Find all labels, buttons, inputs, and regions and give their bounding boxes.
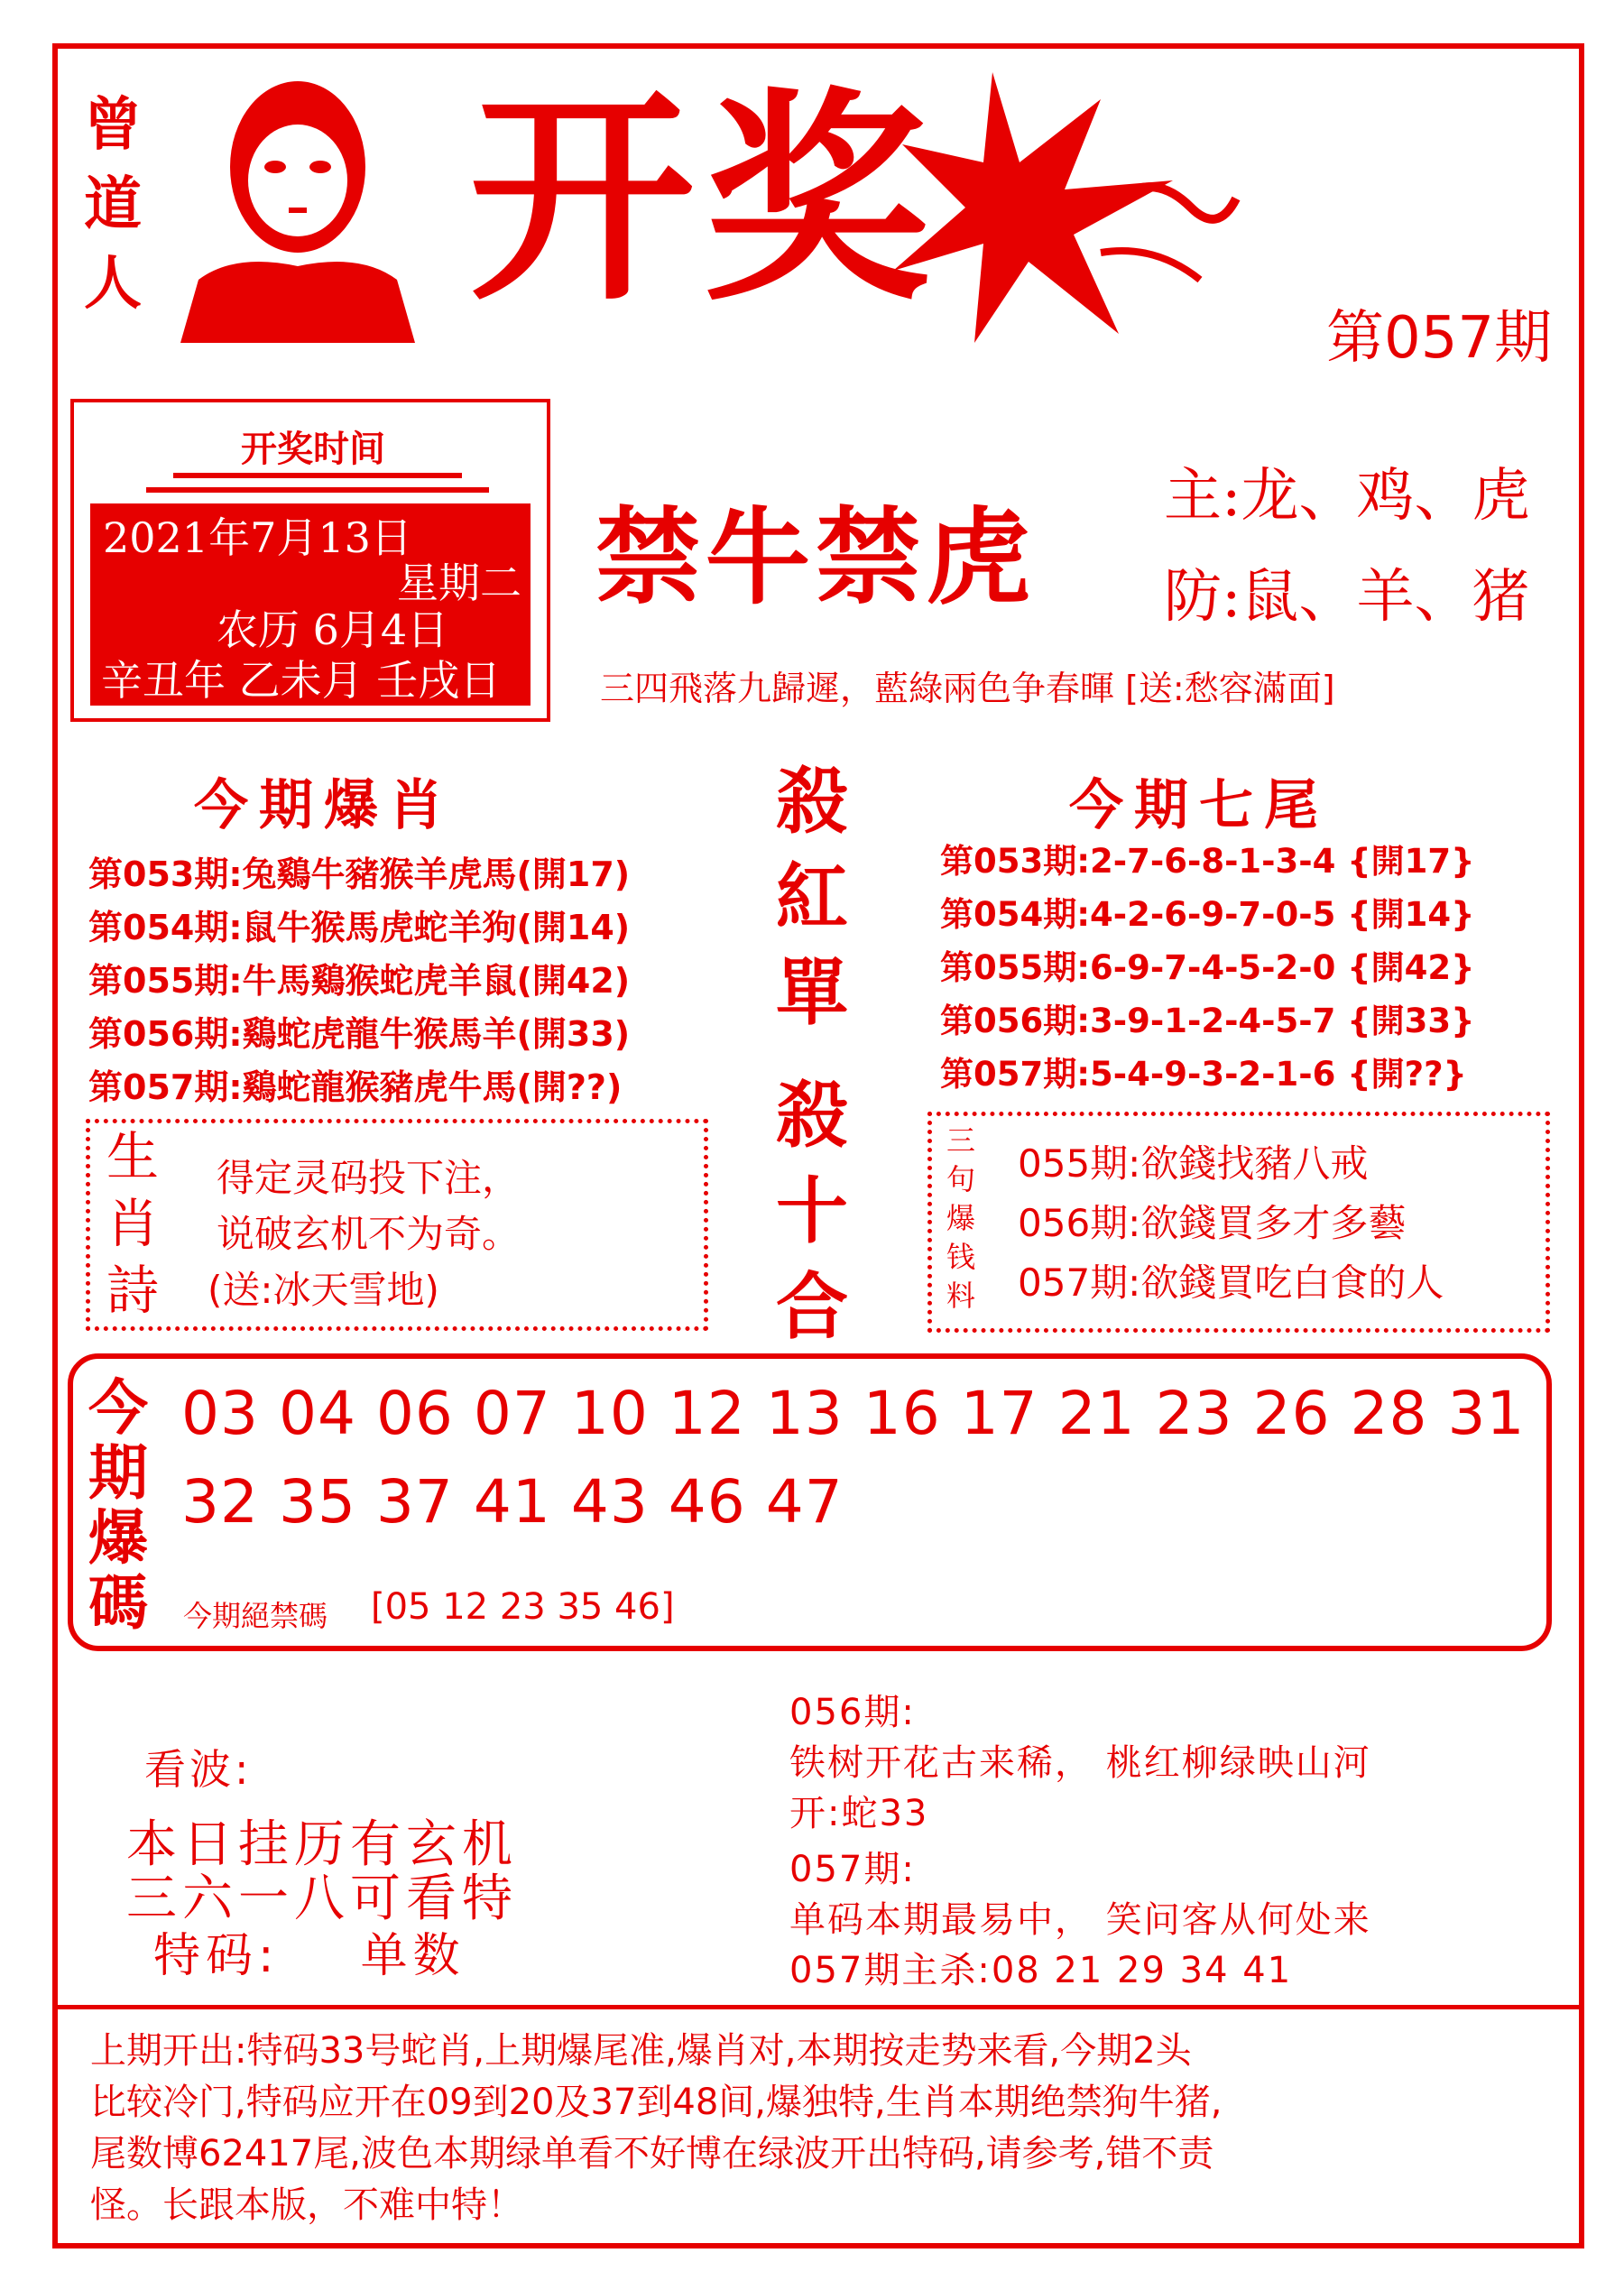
tails-row: 第057期:5-4-9-3-2-1-6 {開??} (940, 1055, 1467, 1094)
riddle-line: 056期:欲錢買多才多藝 (1018, 1201, 1407, 1245)
footer-notes (90, 2026, 1222, 2231)
footer-line: 比较冷门,特码应开在09到20及37到48间,爆独特,生肖本期绝禁狗牛猪, (90, 2082, 1223, 2123)
footer-divider (52, 2005, 1584, 2009)
ban-guard: 防:鼠、羊、猪 (1164, 564, 1530, 631)
kill-char: 殺 (776, 759, 848, 844)
tails-row: 第053期:2-7-6-8-1-3-4 {開17} (940, 842, 1475, 881)
prev-section (789, 1687, 1371, 1996)
burst-decoration (884, 63, 1245, 352)
riddle-label-char: 爆 (946, 1201, 975, 1235)
p057-title: 057期: (789, 1849, 916, 1890)
wave-special: 特码: 单数 (153, 1929, 466, 1983)
draw-time-box (70, 399, 550, 722)
side-name-char: 道 (84, 171, 142, 238)
zodiac-row: 第057期:鷄蛇龍猴豬虎牛馬(開??) (88, 1067, 623, 1107)
money-riddle-lines (1018, 1134, 1444, 1313)
ban-codes-label: 今期絕禁碼 (183, 1599, 328, 1633)
ban-codes: [05 12 23 35 46] (371, 1586, 675, 1628)
hot-codes-row2: 32 35 37 41 43 46 47 (181, 1467, 844, 1537)
tails-row: 第055期:6-9-7-4-5-2-0 {開42} (940, 948, 1475, 987)
wave-line2: 三六一八可看特 (126, 1870, 518, 1928)
side-name (72, 86, 153, 324)
footer-line: 尾数博62417尾,波色本期绿单看不好博在绿波开出特码,请参考,错不责 (90, 2133, 1214, 2175)
ban-title: 禁牛禁虎 (595, 496, 1036, 619)
p057-kill: 057期主杀:08 21 29 34 41 (789, 1950, 1293, 1991)
poem-line: 得定灵码投下注， (217, 1156, 521, 1200)
hot-label-char: 爆 (88, 1502, 148, 1573)
draw-weekday: 星期二 (397, 559, 521, 607)
poem-line: (送:冰天雪地) (208, 1268, 439, 1312)
hot-label-char: 碼 (88, 1567, 148, 1638)
zodiac-title: 今期爆肖 (194, 774, 454, 837)
p056-open: 开:蛇33 (789, 1793, 929, 1834)
draw-time-panel (90, 503, 531, 706)
draw-time-label: 开奖时间 (241, 428, 385, 470)
ban-main: 主:龙、鸡、虎 (1164, 463, 1530, 530)
zodiac-poem-label (101, 1123, 164, 1324)
money-riddle-box (927, 1112, 1550, 1333)
draw-ganzhi: 辛丑年 乙未月 壬戌日 (101, 656, 502, 705)
poem-label-char: 詩 (106, 1260, 159, 1321)
hot-codes-label (82, 1372, 154, 1638)
hot-codes-row1: 03 04 06 07 10 12 13 16 17 21 23 26 28 31 (181, 1379, 1526, 1448)
tails-row: 第054期:4-2-6-9-7-0-5 {開14} (940, 895, 1475, 934)
draw-lunar: 农历 6月4日 (217, 605, 449, 654)
zodiac-row: 第053期:兔鷄牛豬猴羊虎馬(開17) (88, 854, 631, 894)
riddle-label-char: 钱 (946, 1240, 975, 1274)
tails-row: 第056期:3-9-1-2-4-5-7 {開33} (940, 1002, 1475, 1040)
zodiac-row: 第054期:鼠牛猴馬虎蛇羊狗(開14) (88, 908, 631, 947)
kill-char: 單 (776, 950, 848, 1035)
kill-char: 合 (776, 1264, 848, 1349)
portrait-image (162, 72, 433, 343)
hot-codes-box (68, 1353, 1552, 1651)
riddle-label-char: 句 (946, 1162, 975, 1196)
draw-date: 2021年7月13日 (103, 513, 412, 562)
kill-char: 殺 (776, 1073, 848, 1158)
side-name-char: 曾 (84, 91, 142, 159)
zodiac-row: 第056期:鷄蛇虎龍牛猴馬羊(開33) (88, 1014, 631, 1054)
wave-title: 看波: (144, 1745, 253, 1794)
main-title: 开奖 (469, 66, 938, 331)
p056-title: 056期: (789, 1692, 916, 1733)
riddle-line: 057期:欲錢買吃白食的人 (1018, 1260, 1444, 1305)
footer-line: 怪。长跟本版，不难中特！ (90, 2184, 523, 2226)
draw-time-underline (173, 473, 462, 478)
riddle-label-char: 料 (946, 1279, 975, 1313)
p056-line: 铁树开花古来稀， 桃红柳绿映山河 (789, 1742, 1371, 1784)
riddle-line: 055期:欲錢找豬八戒 (1018, 1141, 1369, 1186)
riddle-label-char: 三 (946, 1123, 975, 1158)
zodiac-poem-lines (208, 1150, 521, 1318)
tails-title: 今期七尾 (1069, 774, 1329, 837)
footer-line: 上期开出:特码33号蛇肖,上期爆尾准,爆肖对,本期按走势来看,今期2头 (90, 2030, 1192, 2072)
hot-label-char: 今 (88, 1372, 148, 1443)
poem-label-char: 肖 (106, 1193, 159, 1254)
kill-char: 十 (776, 1168, 848, 1253)
draw-time-underline (146, 487, 489, 493)
money-riddle-label (943, 1122, 979, 1316)
kill-vertical (771, 753, 853, 1354)
side-name-char: 人 (84, 250, 142, 318)
tails-list (940, 835, 1474, 1101)
issue-number: 第057期 (1326, 305, 1553, 372)
poem-label-char: 生 (106, 1126, 159, 1187)
ban-poem: 三四飛落九歸遲，藍綠兩色争春暉 [送:愁容滿面] (600, 669, 1335, 708)
kill-char: 紅 (776, 854, 848, 939)
zodiac-list (88, 848, 630, 1114)
zodiac-row: 第055期:牛馬鷄猴蛇虎羊鼠(開42) (88, 961, 631, 1001)
p057-line: 单码本期最易中， 笑问客从何处来 (789, 1899, 1371, 1941)
zodiac-poem-box (86, 1119, 708, 1331)
poem-line: 说破玄机不为奇。 (217, 1212, 521, 1256)
hot-label-char: 期 (88, 1437, 148, 1508)
wave-line1: 本日挂历有玄机 (126, 1815, 518, 1874)
